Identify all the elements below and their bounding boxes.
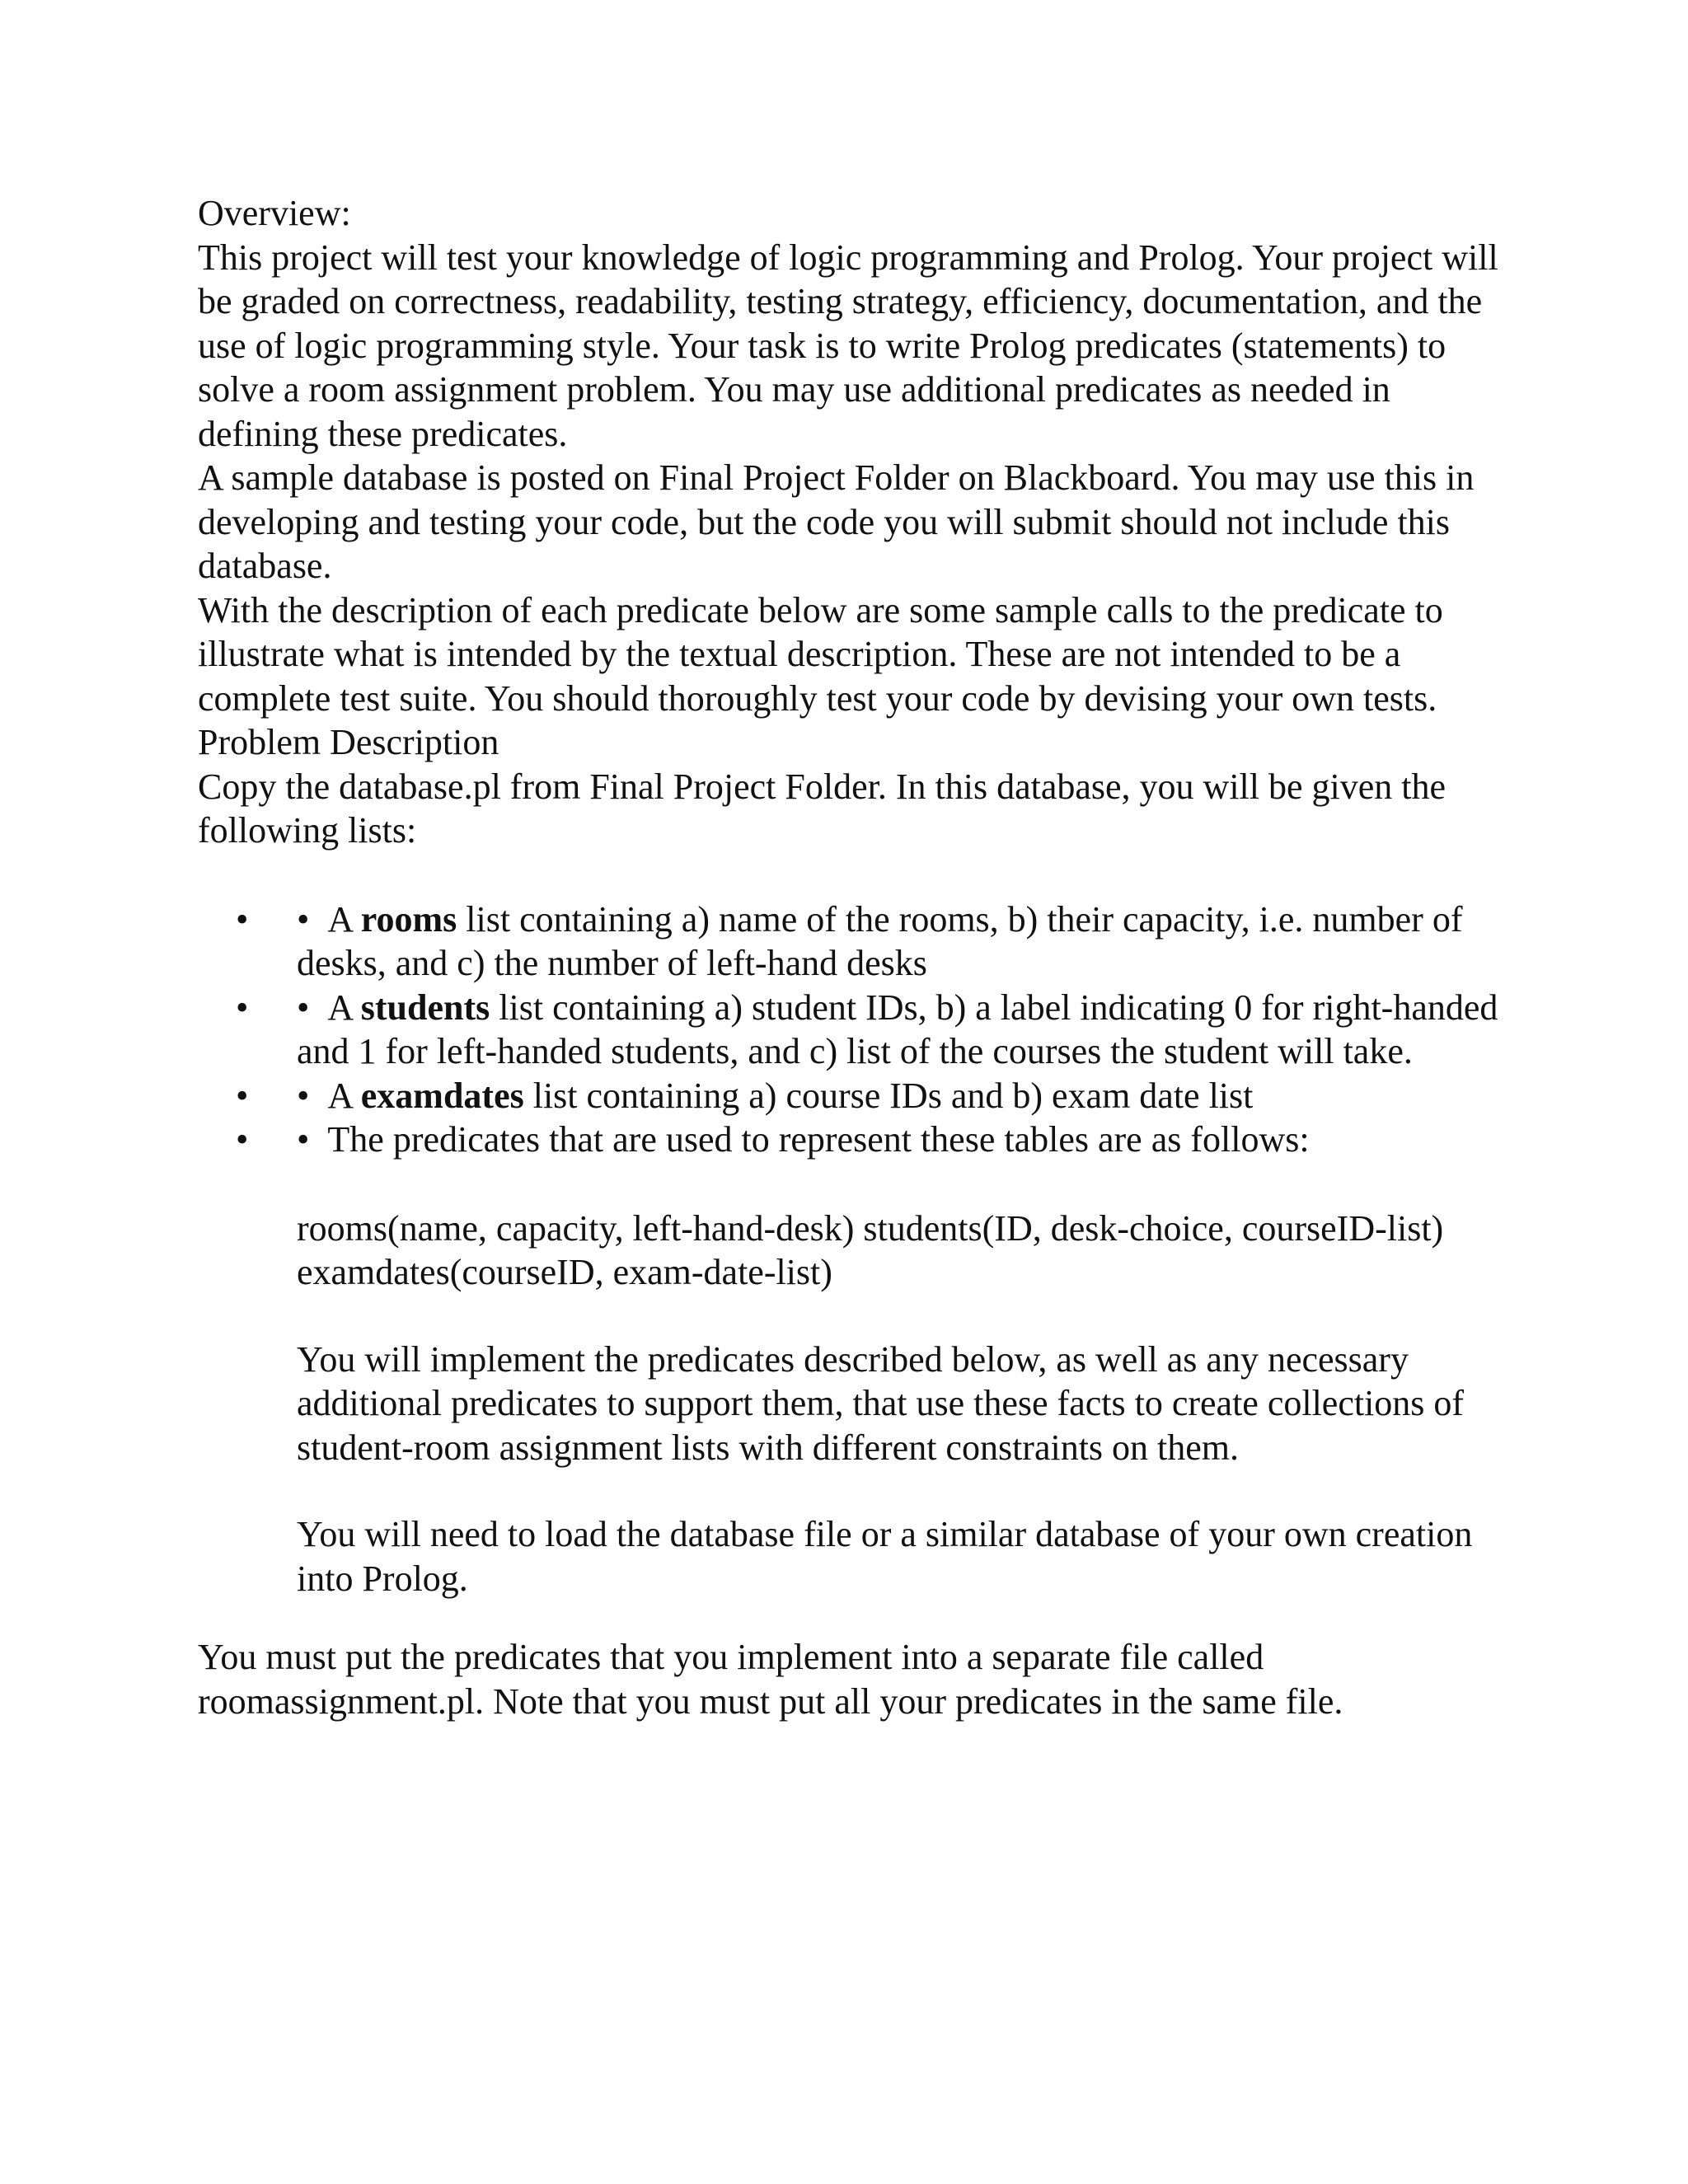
list-item-prefix: A bbox=[327, 987, 361, 1028]
list-item bbox=[198, 898, 1508, 986]
problem-paragraph: Copy the database.pl from Final Project Folder. In this database, you will be given the following lists: bbox=[198, 766, 1447, 851]
list-item-keyword: examdates bbox=[360, 1075, 524, 1116]
bullet-icon: • bbox=[236, 1075, 249, 1116]
bullet-icon: • bbox=[297, 1119, 310, 1160]
bullet-icon: • bbox=[297, 1075, 310, 1116]
bullet-icon: • bbox=[297, 898, 310, 940]
list-item bbox=[198, 1118, 1508, 1162]
database-paragraph: A sample database is posted on Final Project Folder on Blackboard. You may use this in developing and testing your code, but the code you will submit should not include this database. bbox=[198, 457, 1475, 586]
list-item-prefix: A bbox=[327, 898, 361, 940]
list-item-text: list containing a) student IDs, b) a label indicating 0 for right-handed and 1 for left-handed students, and c) list of the courses the student will take. bbox=[297, 987, 1498, 1071]
bullet-icon: • bbox=[236, 898, 249, 940]
overview-heading: Overview: bbox=[198, 193, 351, 233]
final-paragraph: You must put the predicates that you implement into a separate file called roomassignment.pl. Note that you must put all your predicates in the same file. bbox=[198, 1637, 1343, 1722]
list-item-text: The predicates that are used to represent these tables are as follows: bbox=[327, 1119, 1310, 1160]
list-item bbox=[198, 1074, 1508, 1118]
samples-paragraph: With the description of each predicate below are some sample calls to the predicate to illustrate what is intended by the textual description. These are not intended to be a complete test suite. You should thoroughly test your code by devising your own tests. bbox=[198, 589, 1443, 719]
bullet-icon: • bbox=[236, 987, 249, 1028]
list-item bbox=[198, 986, 1508, 1074]
table-list bbox=[198, 898, 1508, 1162]
bullet-icon: • bbox=[236, 1119, 249, 1160]
overview-paragraph: This project will test your knowledge of logic programming and Prolog. Your project will be graded on correctness, readability, testing strategy, efficiency, documentation, and the use of logic programming style. Your task is to write Prolog predicates (statements) to solve a room assignment problem. You may use additional predicates as needed in defining these predicates. bbox=[198, 237, 1498, 454]
tables-paragraph: rooms(name, capacity, left-hand-desk) students(ID, desk-choice, courseID-list) examdates(courseID, exam-date-list) bbox=[297, 1207, 1444, 1292]
bullet-icon: • bbox=[297, 987, 310, 1028]
list-item-keyword: rooms bbox=[360, 898, 457, 940]
problem-heading: Problem Description bbox=[198, 722, 499, 762]
list-item-text: list containing a) name of the rooms, b) their capacity, i.e. number of desks, and c) the number of left-hand desks bbox=[297, 898, 1463, 983]
load-paragraph: You will need to load the database file or a similar database of your own creation into Prolog. bbox=[297, 1514, 1473, 1599]
implement-paragraph: You will implement the predicates described below, as well as any necessary additional predicates to support them, that use these facts to create collections of student-room assignment lists with different constraints on them. bbox=[297, 1338, 1465, 1468]
document-body bbox=[198, 191, 1508, 1723]
list-item-text: list containing a) course IDs and b) exam date list bbox=[523, 1075, 1254, 1116]
list-item-keyword: students bbox=[360, 987, 490, 1028]
list-item-prefix: A bbox=[327, 1075, 361, 1116]
